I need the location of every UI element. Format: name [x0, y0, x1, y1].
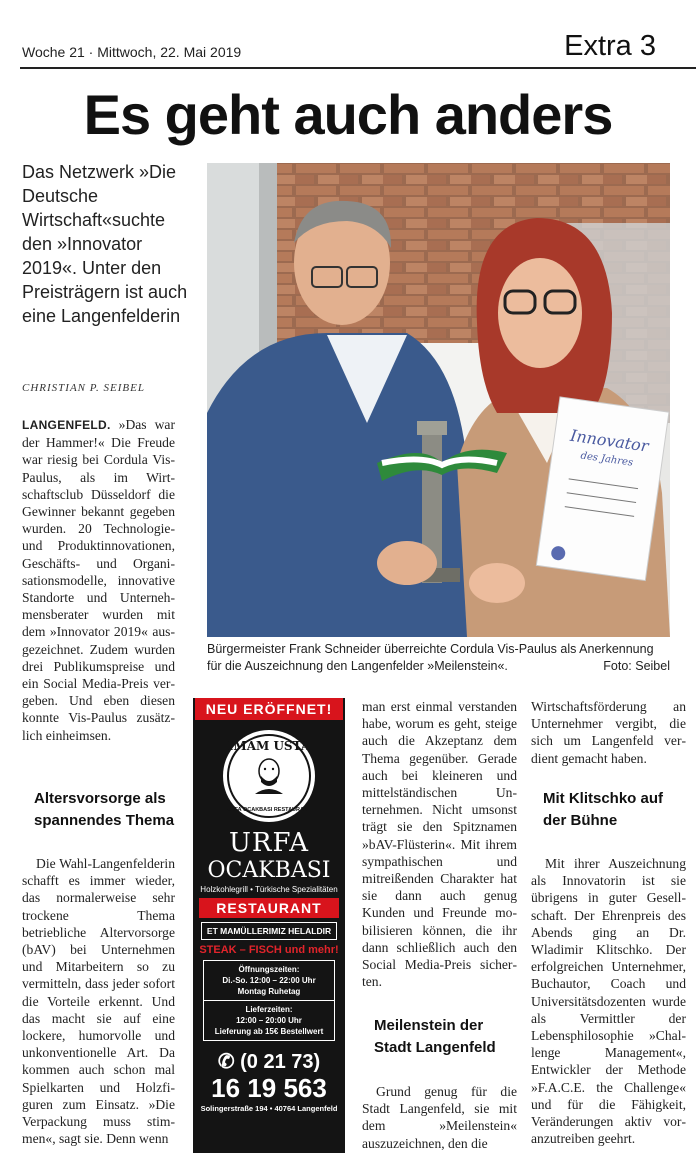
ad-banner: NEU ERÖFFNET!: [195, 698, 343, 720]
award-photo: [207, 163, 670, 637]
column-1-top: [22, 416, 175, 744]
phone-number: 16 19 563: [211, 1073, 327, 1103]
author-byline: CHRISTIAN P. SEIBEL: [22, 382, 145, 394]
chef-portrait-icon: [253, 756, 285, 794]
delivery-line: 12:00 – 20:00 Uhr: [236, 1016, 302, 1025]
certificate-subtitle: des Jahres: [579, 450, 634, 469]
section-label: Extra 3: [564, 30, 656, 62]
ad-motto: ET MAMÜLLERIMIZ HELALDIR: [201, 922, 337, 940]
caption-text: Bürgermeister Frank Schneider überreichte Cordula Vis-Paulus als Anerkennung für die Auszeichnung den Langenfelder »Meilenstein«.: [207, 642, 654, 673]
phone-prefix: ✆ (0 21 73): [217, 1051, 321, 1073]
issue-line: Woche 21 · Mittwoch, 22. Mai 2019: [22, 44, 242, 60]
logo-name: IMAM USTA: [227, 739, 311, 753]
opening-hours-box: [203, 960, 335, 1041]
ad-address: Solingerstraße 194 • 40764 Langenfeld: [200, 1104, 338, 1113]
photo-credit: Foto: Seibel: [603, 659, 670, 673]
hours-title: Öffnungszeiten:: [238, 965, 300, 974]
intro-text: Das Netzwerk »Die Deutsche Wirtschaft«suchte den »Innovator 2019«. Unter den Preisträgern ist auch eine Langenfelderin: [22, 162, 188, 326]
photo-illustration: [207, 163, 670, 637]
subheading: Meilenstein der Stadt Langenfeld: [374, 1017, 496, 1056]
paragraph: »Das war der Hammer!« Die Freude war riesig bei Cordula Vis-Paulus, als im Wirtschaftsclub Düsseldorf die Gewinner bekannt gegeben wurden. 20 Technologie- und Produktinnovationen, Geschäfts- und Organisationsmodelle, innovative Standorte und Unternehmensberater wurden mit dem »Innovator 2019« ausgezeichnet. Zudem wurden drei Publikumspreise und ein Social Media-Preis vergeben. Und eben diesen konnte Vis-Paulus zusätzlich einheimsen.: [22, 417, 175, 743]
subheading: Altersvorsorge als spannendes Thema: [34, 790, 175, 829]
ad-name-1: URFA: [228, 828, 310, 858]
ad-name-2: OCAKBASI: [207, 858, 331, 883]
restaurant-logo: [223, 730, 315, 822]
paragraph: man erst einmal verstanden habe, worum es geht, steige auch die Akzeptanz dem Thema gegenüber. Gerade auch bei kleineren und mittelständischen Unternehmen. Nicht umsonst trägt sie den Spitznamen »bAV-Flüsterin«. Mit ihrem sympathischen und mitreißenden Charakter hat sie dann auch genug Kunden und Freunde mobilisieren können, die ihr dann schließlich auch den Social Media-Preis sicherten.: [362, 699, 517, 990]
ad-restaurant-label: RESTAURANT: [199, 898, 339, 918]
dateline: LANGENFELD.: [22, 418, 111, 432]
paragraph: Grund genug für die Stadt Langenfeld, sie mit dem »Meilenstein« auszuzeichnen, den die: [362, 1084, 517, 1151]
logo-subtitle: URFA OCAKBASI RESTAURANT: [226, 807, 312, 813]
delivery-minimum: Lieferung ab 15€ Bestellwert: [214, 1027, 324, 1036]
photo-caption: [207, 641, 670, 675]
certificate-title: Innovator: [569, 425, 650, 456]
hours-line: Di.-So. 12:00 – 22:00 Uhr: [222, 976, 316, 985]
paragraph: Mit ihrer Auszeichnung als Innovatorin ist sie übrigens in guter Gesellschaft. Der Ehrenpreis des Abends ging an Dr. Wladimir Klitschko. Der erfolgreichen Unternehmer, Buchautor, Coach und Universitätsdozenten wurde als Vermittler der Lebensphilosophie »Challenge Management«, Entwickler der Methode »F.A.C.E. the Challenge« und für die Fähigkeit, Veränderungen aktiv voranzutreiben geehrt.: [531, 856, 686, 1147]
header-divider: [20, 67, 696, 69]
paragraph: Wirtschaftsförderung an Unternehmer vergibt, die sich um Langenfeld verdient gemacht haben.: [531, 699, 686, 766]
ad-tagline: Holzkohlegrill • Türkische Spezialitäten: [200, 885, 338, 894]
delivery-title: Lieferzeiten:: [245, 1005, 293, 1014]
hours-closed: Montag Ruhetag: [237, 987, 301, 996]
ad-dishes: STEAK – FISCH und mehr!: [199, 944, 339, 956]
headline: Es geht auch anders: [83, 83, 613, 146]
subheading: Mit Klitschko auf der Bühne: [543, 790, 664, 829]
restaurant-advertisement: [193, 698, 345, 1153]
paragraph: Die Wahl-Langenfelderin schafft es immer wieder, das normalerweise sehr trockene Thema betriebliche Altervorsorge (bAV) bei Unternehmen und Mitarbeitern so zu vermitteln, dass jeder sofort die Vorteile erkennt. Und das macht sie auf eine lockere, humorvolle und unkonventionelle Art. Da kommen auch schon mal Spielkarten und Holzfiguren zum Einsatz. »Die Verpackung muss stimmen«, sagt sie. Denn wenn: [22, 856, 175, 1147]
